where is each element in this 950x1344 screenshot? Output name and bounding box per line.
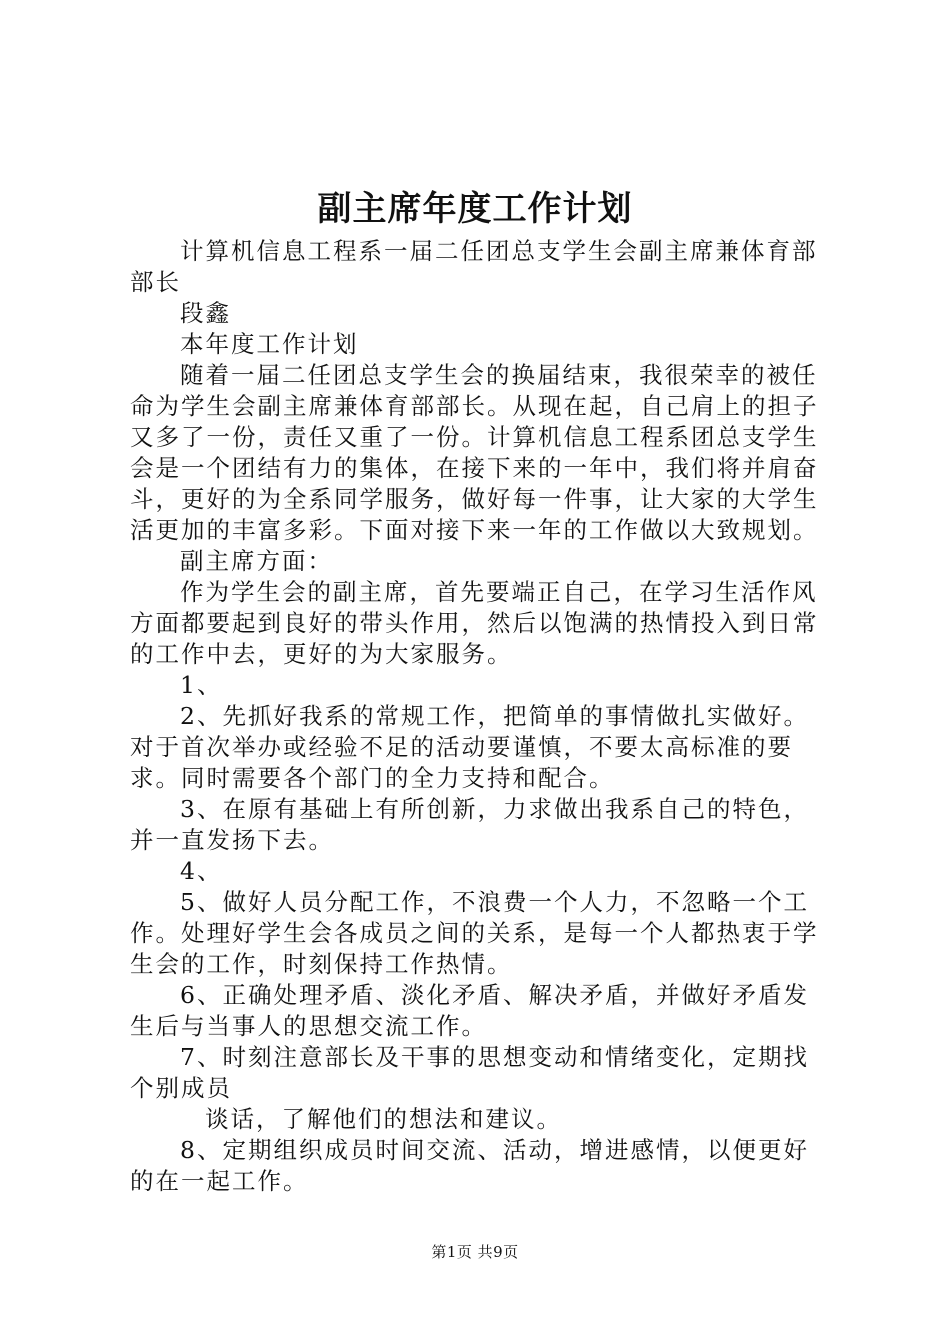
intro-paragraph: 随着一届二任团总支学生会的换届结束，我很荣幸的被任命为学生会副主席兼体育部部长。从现在起，自己肩上的担子又多了一份，责任又重了一份。计算机信息工程系团总支学生会是一个团结有力的集体，在接下来的一年中，我们将并肩奋斗，更好的为全系同学服务，做好每一件事，让大家的大学生活更加的丰富多彩。下面对接下来一年的工作做以大致规划。 bbox=[130, 361, 819, 544]
list-item-7: 7、时刻注意部长及干事的思想变动和情绪变化，定期找个别成员 bbox=[130, 1043, 809, 1102]
section-intro-paragraph: 作为学生会的副主席，首先要端正自己，在学习生活作风方面都要起到良好的带头作用，然后以饱满的热情投入到日常的工作中去，更好的为大家服务。 bbox=[130, 578, 819, 668]
list-item-6: 6、正确处理矛盾、淡化矛盾、解决矛盾，并做好矛盾发生后与当事人的思想交流工作。 bbox=[130, 981, 809, 1040]
list-item-2: 2、先抓好我系的常规工作，把简单的事情做扎实做好。对于首次举办或经验不足的活动要谨慎，不要太高标准的要求。同时需要各个部门的全力支持和配合。 bbox=[130, 702, 809, 792]
section-heading-paragraph: 副主席方面： bbox=[180, 547, 333, 575]
author-name-paragraph: 段鑫 bbox=[180, 299, 231, 327]
list-item-1: 1、 bbox=[180, 671, 223, 699]
list-item-4: 4、 bbox=[180, 857, 223, 885]
list-item-7-continuation: 谈话，了解他们的想法和建议。 bbox=[205, 1105, 562, 1133]
list-item-8: 8、定期组织成员时间交流、活动，增进感情，以便更好的在一起工作。 bbox=[130, 1136, 809, 1195]
author-position-paragraph: 计算机信息工程系一届二任团总支学生会副主席兼体育部部长 bbox=[130, 237, 818, 296]
plan-heading-paragraph: 本年度工作计划 bbox=[180, 330, 359, 358]
document-title: 副主席年度工作计划 bbox=[317, 189, 633, 229]
page-number-footer: 第1页 共9页 bbox=[431, 1243, 519, 1261]
document-body bbox=[130, 236, 830, 1197]
list-item-5: 5、做好人员分配工作，不浪费一个人力，不忽略一个工作。处理好学生会各成员之间的关系，是每一个人都热衷于学生会的工作，时刻保持工作热情。 bbox=[130, 888, 819, 978]
list-item-3: 3、在原有基础上有所创新，力求做出我系自己的特色，并一直发扬下去。 bbox=[130, 795, 809, 854]
